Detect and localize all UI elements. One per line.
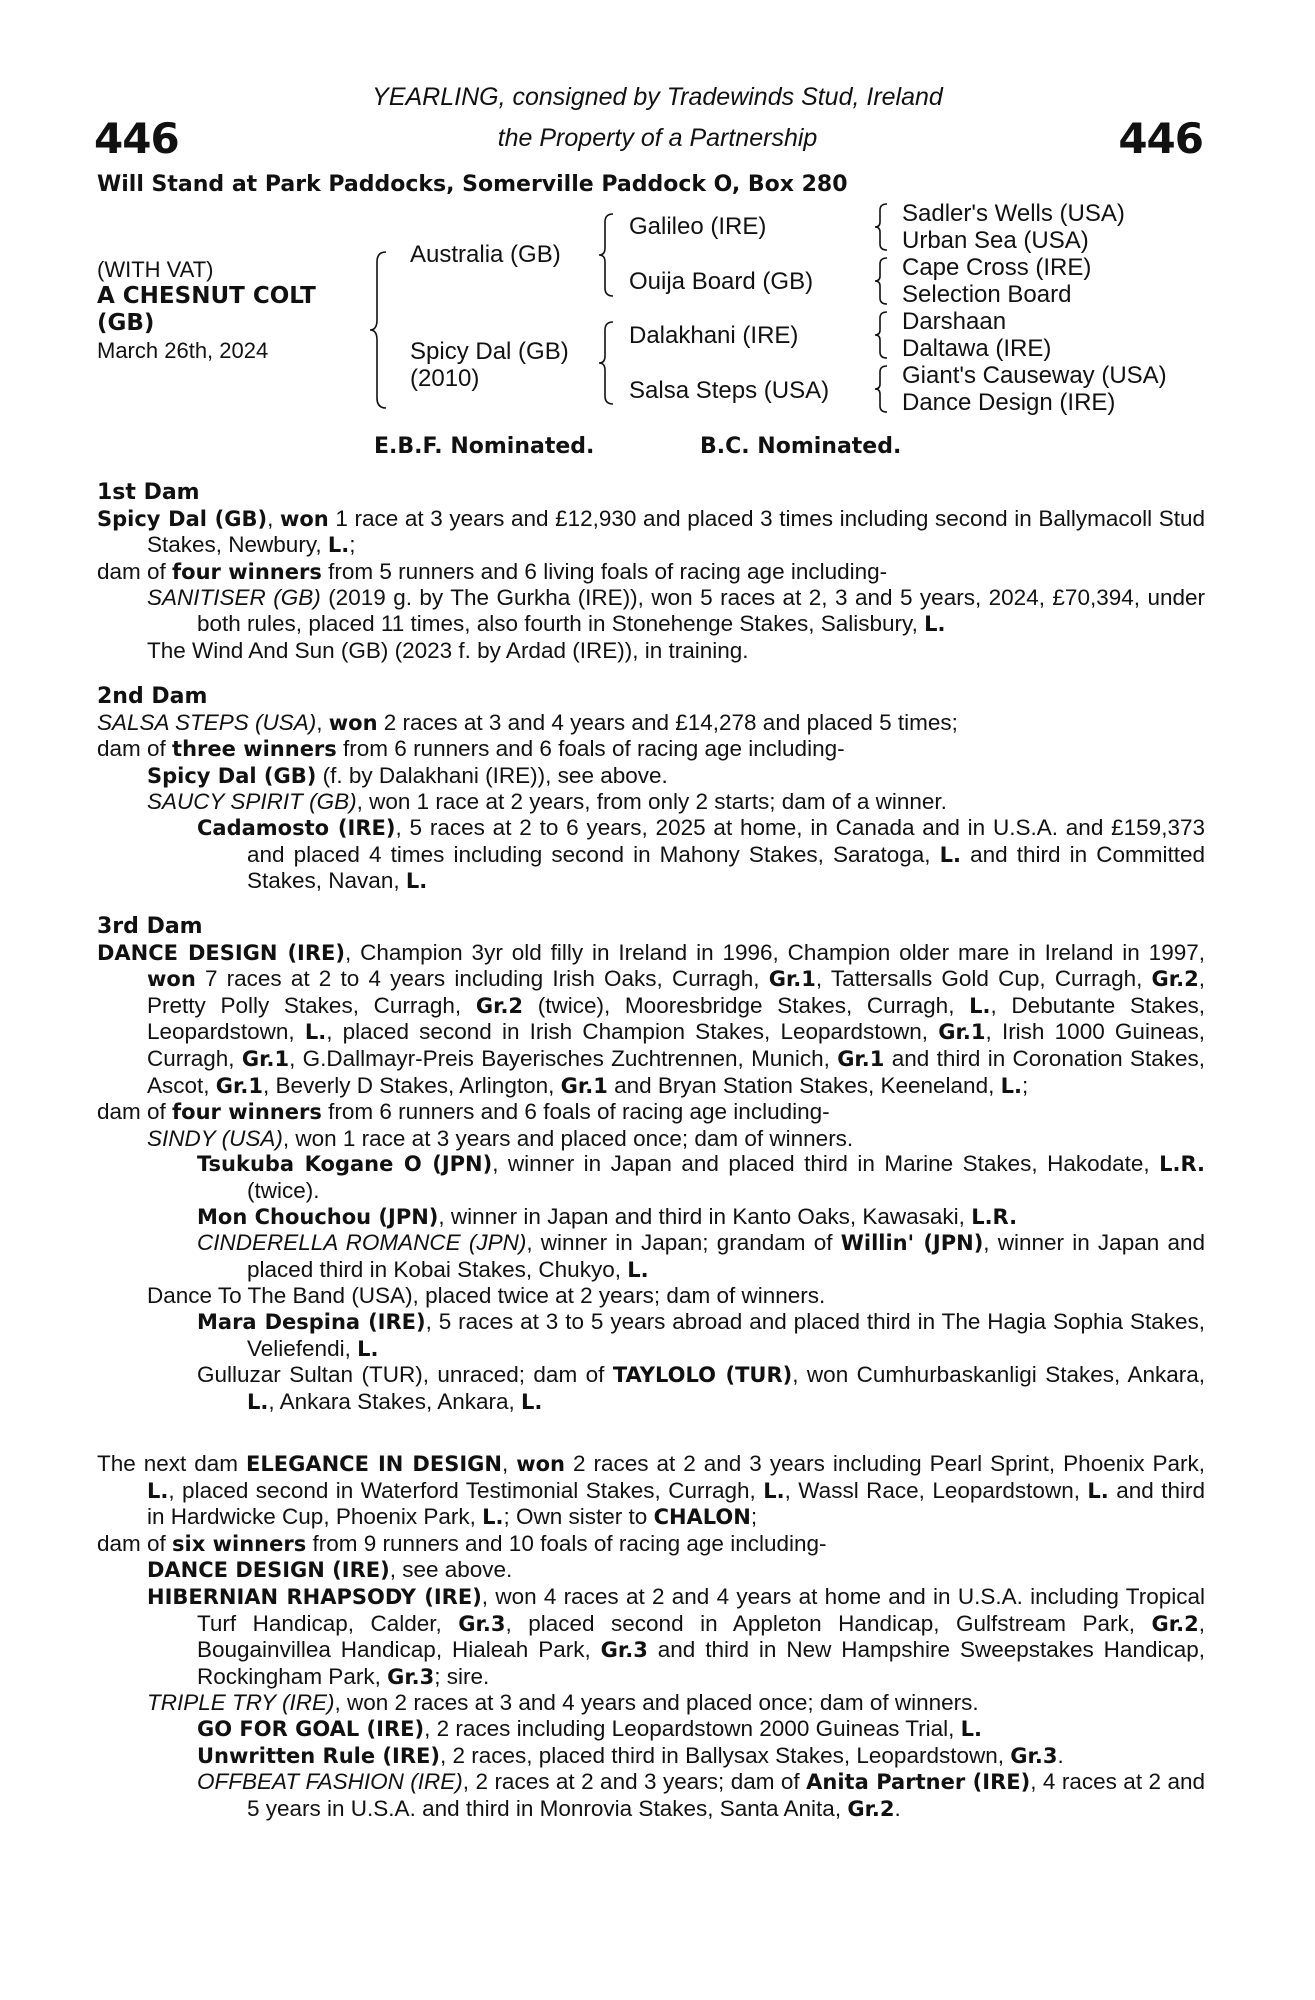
great-grandparent-3: Cape Cross (IRE) (902, 254, 1092, 281)
bold-text: L. (763, 1478, 785, 1503)
bold-text: L. (357, 1336, 379, 1361)
pedigree-entry (97, 1743, 1205, 1770)
entry-text: , Bougainvillea Handicap, Hialeah Park, (197, 1610, 1206, 1663)
entry-text: , Irish 1000 Guineas, Curragh, (147, 1019, 1205, 1071)
entry-text: 2 races at 3 and 4 years and £14,278 and placed 5 times; (377, 709, 958, 735)
pedigree-entry (97, 585, 1205, 637)
entry-text: ; (349, 532, 356, 558)
pedigree-entry (97, 1716, 1205, 1743)
entry-text: , winner in Japan and placed third in Kobai Stakes, Chukyo, (247, 1230, 1205, 1282)
entry-text: , placed second in Appleton Handicap, Gulfstream Park, (505, 1610, 1152, 1636)
pedigree-entry (97, 1451, 1205, 1531)
entry-text: 1 race at 3 years and £12,930 and placed 3 times including second in Ballymacoll Stud Stakes, Newbury, (147, 505, 1205, 558)
bold-text: Gr.2 (1151, 1611, 1199, 1636)
next-dam-section (97, 1451, 1205, 1822)
entry-text: , 2 races including Leopardstown 2000 Guineas Trial, (424, 1715, 961, 1741)
entry-text: Dance To The Band (USA), placed twice at 2 years; dam of winners. (147, 1283, 826, 1309)
bold-text: L. (304, 1020, 327, 1045)
entry-text: 2 races at 2 and 3 years including Pearl Sprint, Phoenix Park, (565, 1451, 1205, 1476)
bold-text: Tsukuba Kogane O (JPN) (197, 1152, 493, 1177)
bold-text: Gr.1 (768, 967, 816, 992)
entry-text: (twice), Mooresbridge Stakes, Curragh, (523, 992, 970, 1018)
entry-text: The Wind And Sun (GB) (2023 f. by Ardad (IRE)), in training. (147, 637, 749, 663)
subject-origin: (GB) (97, 310, 155, 336)
ggp-brace-4 (873, 364, 889, 414)
grandparent-4: Salsa Steps (USA) (629, 377, 830, 404)
bold-text: Gr.3 (387, 1664, 435, 1689)
great-grandparent-2: Urban Sea (USA) (902, 227, 1089, 254)
bold-text: L. (521, 1389, 543, 1414)
entry-text: , (267, 505, 280, 531)
entry-text: , winner in Japan and placed third in Marine Stakes, Hakodate, (492, 1151, 1160, 1177)
great-grandparent-7: Giant's Causeway (USA) (902, 362, 1167, 389)
entry-text: , Tattersalls Gold Cup, Curragh, (815, 966, 1152, 992)
bold-text: Gr.2 (1151, 967, 1199, 992)
entry-text: , 4 races at 2 and 5 years in U.S.A. and third in Monrovia Stakes, Santa Anita, (247, 1769, 1206, 1821)
foaling-date: March 26th, 2024 (97, 338, 269, 363)
entry-text: , see above. (389, 1557, 513, 1583)
bold-text: L.R. (971, 1204, 1018, 1229)
bold-text: L. (939, 842, 961, 867)
entry-text: and third in Hardwicke Cup, Phoenix Park, (147, 1477, 1205, 1530)
first-dam-section (97, 480, 1205, 663)
entry-text: and Bryan Station Stakes, Keeneland, (607, 1072, 1001, 1098)
entry-text: Gulluzar Sultan (TUR), unraced; dam of (197, 1362, 613, 1388)
italic-text: SALSA STEPS (USA) (97, 709, 317, 735)
bold-text: Gr.2 (847, 1796, 895, 1821)
bold-text: Gr.1 (560, 1073, 608, 1098)
bold-text: Anita Partner (IRE) (806, 1770, 1031, 1795)
bold-text: L. (627, 1257, 649, 1282)
bold-text: L. (482, 1505, 504, 1530)
section-title: 3rd Dam (97, 914, 203, 939)
bold-text: TAYLOLO (TUR) (612, 1363, 793, 1388)
grandparent-2: Ouija Board (GB) (629, 268, 814, 295)
pedigree-entry (97, 1126, 1205, 1152)
pedigree-entry (97, 763, 1205, 790)
entry-text: , placed second in Waterford Testimonial Stakes, Curragh, (168, 1477, 764, 1503)
bold-text: won (328, 710, 378, 735)
bold-text: four winners (172, 1100, 322, 1125)
bold-text: Cadamosto (IRE) (197, 815, 396, 840)
entry-text: , 5 races at 3 to 5 years abroad and placed third in The Hagia Sophia Stakes, Veliefendi, (247, 1308, 1205, 1361)
italic-text: TRIPLE TRY (IRE) (147, 1690, 335, 1716)
italic-text: SINDY (USA) (147, 1125, 283, 1151)
bold-text: won (516, 1452, 565, 1476)
entry-text: , Beverly D Stakes, Arlington, (262, 1072, 561, 1098)
owner-line: the Property of a Partnership (497, 124, 818, 152)
bold-text: DANCE DESIGN (IRE) (147, 1558, 390, 1583)
entry-text: dam of (97, 558, 173, 584)
sire: Australia (GB) (410, 241, 561, 268)
entry-text: , Wassl Race, Leopardstown, (784, 1477, 1088, 1503)
bold-text: ELEGANCE IN DESIGN (246, 1452, 502, 1476)
lot-number-right: 446 (1118, 114, 1203, 163)
great-grandparent-5: Darshaan (902, 308, 1007, 335)
bold-text: Gr.1 (215, 1073, 263, 1098)
entry-text: , (316, 709, 329, 735)
dam-name: Spicy Dal (GB) (410, 338, 569, 365)
lot-number-left: 446 (94, 114, 179, 163)
bold-text: Willin' (JPN) (840, 1231, 984, 1256)
pedigree-entry (97, 559, 1205, 586)
sire-dam-brace (368, 250, 388, 410)
bold-text: Spicy Dal (GB) (97, 506, 268, 531)
bold-text: L. (247, 1389, 269, 1414)
entry-text: from 9 runners and 10 foals of racing age including- (306, 1530, 827, 1556)
entry-text: (2019 g. by The Gurkha (IRE)), won 5 races at 2, 3 and 5 years, 2024, £70,394, under both rules, placed 11 times, also fourth in Stonehenge Stakes, Salisbury, (197, 585, 1205, 636)
bold-text: CHALON (653, 1505, 751, 1530)
ebf-nomination: E.B.F. Nominated. (374, 434, 595, 459)
bold-text: L. (924, 611, 946, 636)
bold-text: L. (1000, 1073, 1022, 1098)
entry-text: The next dam (97, 1451, 247, 1476)
entry-text: ; sire. (434, 1663, 490, 1689)
entry-text: , won 1 race at 2 years, from only 2 starts; dam of a winner. (356, 789, 947, 815)
entry-text: , Debutante Stakes, Leopardstown, (147, 992, 1205, 1045)
bold-text: four winners (172, 559, 322, 584)
stand-location: Will Stand at Park Paddocks, Somerville Paddock O, Box 280 (97, 172, 848, 197)
entry-text: ; (750, 1504, 758, 1530)
entry-text: , won 4 races at 2 and 4 years at home and in U.S.A. including Tropical Turf Handicap, Calder, (197, 1583, 1205, 1636)
entry-text: , won 1 race at 3 years and placed once; dam of winners. (282, 1125, 854, 1151)
pedigree-entry (97, 1283, 1205, 1309)
bold-text: L.R. (1159, 1152, 1205, 1177)
entry-text: , (501, 1451, 517, 1476)
entry-text: ; (1021, 1072, 1029, 1098)
pedigree-entry (97, 1230, 1205, 1283)
entry-text: (twice). (247, 1177, 320, 1203)
bold-text: Mara Despina (IRE) (197, 1309, 426, 1334)
bold-text: Gr.1 (938, 1020, 986, 1045)
bold-text: Gr.3 (458, 1611, 506, 1636)
entry-text: dam of (97, 1530, 173, 1556)
grandparent-3: Dalakhani (IRE) (629, 322, 799, 349)
pedigree-entry (97, 1204, 1205, 1231)
bold-text: Gr.3 (1010, 1743, 1058, 1768)
entry-text: , 2 races, placed third in Ballysax Stakes, Leopardstown, (439, 1742, 1011, 1768)
bold-text: Unwritten Rule (IRE) (197, 1743, 440, 1768)
entry-text: . (1057, 1742, 1064, 1768)
entry-text: and third in Coronation Stakes, Ascot, (147, 1045, 1205, 1098)
bold-text: Mon Chouchou (JPN) (197, 1204, 439, 1229)
entry-text: 7 races at 2 to 4 years including Irish Oaks, Curragh, (195, 966, 769, 992)
entry-text: , winner in Japan and third in Kanto Oaks, Kawasaki, (438, 1203, 972, 1229)
entry-text: , Champion 3yr old filly in Ireland in 1996, Champion older mare in Ireland in 1997, (344, 939, 1205, 965)
ggp-brace-2 (873, 256, 889, 306)
pedigree-entry (97, 1309, 1205, 1362)
great-grandparent-1: Sadler's Wells (USA) (902, 200, 1125, 227)
entry-text: , placed second in Irish Champion Stakes, Leopardstown, (326, 1019, 939, 1045)
entry-text: from 5 runners and 6 living foals of racing age including- (321, 558, 888, 584)
bold-text: HIBERNIAN RHAPSODY (IRE) (147, 1584, 482, 1609)
bold-text: won (279, 506, 329, 531)
pedigree-entry (97, 789, 1205, 815)
bold-text: Gr.1 (241, 1046, 290, 1071)
entry-text: ; Own sister to (503, 1504, 654, 1530)
entry-text: dam of (97, 1099, 173, 1125)
dam-parents-brace (597, 320, 615, 406)
pedigree-entry (97, 710, 1205, 737)
pedigree-entry (97, 1690, 1205, 1716)
entry-text: , won Cumhurbaskanligi Stakes, Ankara, (792, 1362, 1205, 1388)
entry-text: , Ankara Stakes, Ankara, (268, 1388, 522, 1414)
sire-parents-brace (597, 212, 615, 298)
pedigree-entry (97, 1557, 1205, 1584)
entry-text: , won 2 races at 3 and 4 years and placed once; dam of winners. (334, 1690, 979, 1716)
entry-text: . (894, 1795, 901, 1821)
third-dam-section (97, 914, 1205, 1415)
vat-note: (WITH VAT) (97, 257, 214, 282)
great-grandparent-6: Daltawa (IRE) (902, 335, 1052, 362)
pedigree-entry (97, 1362, 1205, 1415)
italic-text: OFFBEAT FASHION (IRE) (197, 1769, 463, 1795)
entry-text: from 6 runners and 6 foals of racing age including- (336, 736, 845, 762)
bold-text: three winners (172, 737, 337, 762)
italic-text: SAUCY SPIRIT (GB) (147, 789, 357, 815)
subject-name: A CHESNUT COLT (97, 283, 316, 309)
entry-text: , 2 races at 2 and 3 years; dam of (462, 1769, 807, 1795)
bold-text: L. (1087, 1478, 1109, 1503)
dam-year: (2010) (410, 365, 480, 392)
bold-text: Gr.1 (837, 1046, 885, 1071)
entry-text: from 6 runners and 6 foals of racing age including- (321, 1099, 830, 1125)
bold-text: DANCE DESIGN (IRE) (97, 940, 345, 965)
entry-text: , 5 races at 2 to 6 years, 2025 at home, in Canada and in U.S.A. and £159,373 and placed 4 times including second in Mahony Stakes, Saratoga, (247, 814, 1205, 867)
pedigree-entry (97, 1151, 1205, 1203)
pedigree-entry (97, 1584, 1205, 1690)
great-grandparent-4: Selection Board (902, 281, 1072, 308)
italic-text: SANITISER (GB) (147, 585, 321, 611)
pedigree-entry (97, 815, 1205, 895)
entry-text: , winner in Japan; grandam of (526, 1230, 841, 1256)
second-dam-section (97, 684, 1205, 895)
italic-text: CINDERELLA ROMANCE (JPN) (197, 1230, 527, 1256)
entry-text: , Pretty Polly Stakes, Curragh, (147, 966, 1206, 1018)
bold-text: L. (147, 1478, 169, 1503)
pedigree-entry (97, 736, 1205, 763)
pedigree-entry (97, 940, 1205, 1100)
bold-text: GO FOR GOAL (IRE) (197, 1716, 425, 1741)
bold-text: L. (405, 869, 428, 894)
section-title: 1st Dam (97, 480, 200, 505)
bold-text: Gr.3 (600, 1638, 648, 1663)
bold-text: Spicy Dal (GB) (147, 763, 317, 788)
entry-text: and third in Committed Stakes, Navan, (247, 841, 1205, 894)
bold-text: six winners (172, 1531, 307, 1556)
great-grandparent-8: Dance Design (IRE) (902, 389, 1116, 416)
section-title: 2nd Dam (97, 684, 208, 709)
pedigree-entry (97, 1769, 1205, 1822)
bold-text: L. (327, 533, 350, 558)
bold-text: won (147, 967, 196, 992)
pedigree-entry (97, 638, 1205, 664)
bold-text: Gr.2 (475, 993, 524, 1018)
pedigree-entry (97, 1531, 1205, 1558)
bold-text: L. (969, 993, 991, 1018)
entry-text: dam of (97, 736, 173, 762)
bc-nomination: B.C. Nominated. (700, 434, 902, 459)
entry-text: (f. by Dalakhani (IRE)), see above. (316, 762, 668, 788)
grandparent-1: Galileo (IRE) (629, 213, 767, 240)
pedigree-entry (97, 1099, 1205, 1126)
ggp-brace-3 (873, 310, 889, 360)
entry-text: , G.Dallmayr-Preis Bayerisches Zuchtrennen, Munich, (289, 1045, 838, 1071)
bold-text: L. (960, 1716, 983, 1741)
ggp-brace-1 (873, 202, 889, 252)
pedigree-entry (97, 506, 1205, 559)
consignor-line: YEARLING, consigned by Tradewinds Stud, Ireland (372, 83, 943, 111)
entry-text: and third in New Hampshire Sweepstakes Handicap, Rockingham Park, (197, 1637, 1205, 1689)
